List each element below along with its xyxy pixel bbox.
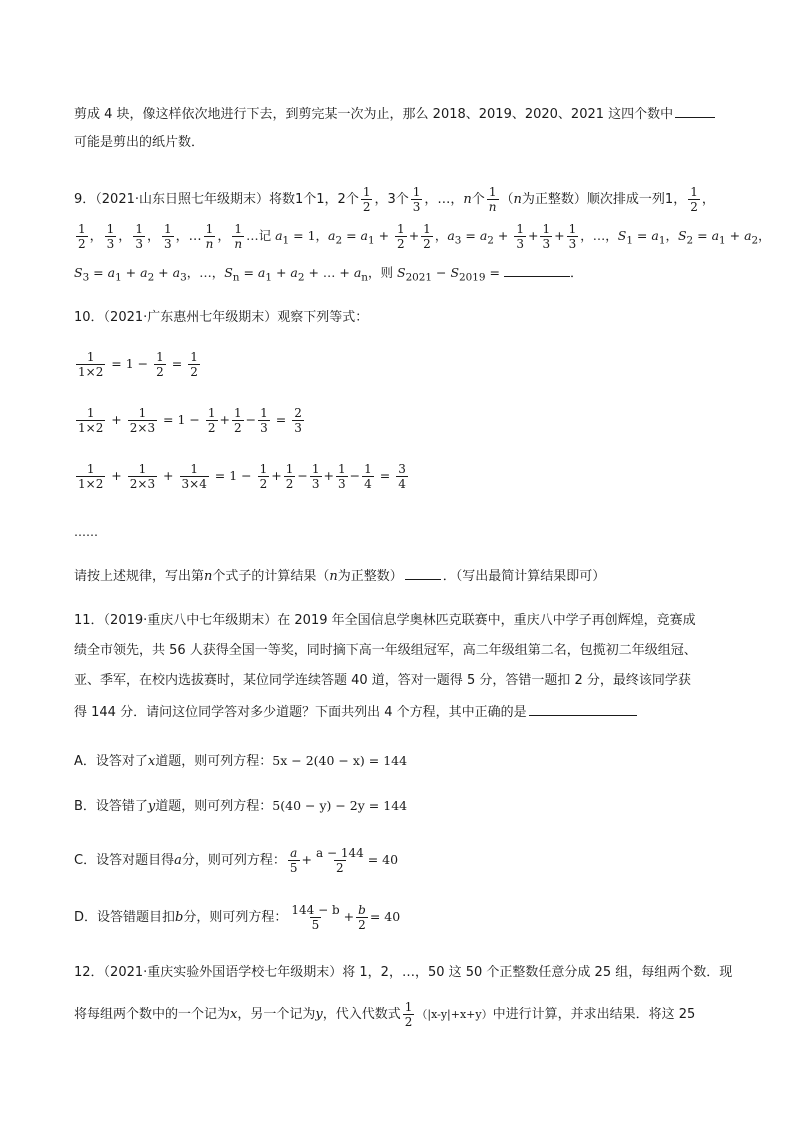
fraction-third: $\frac{1}{3}$ — [260, 406, 268, 435]
q9-source: （2021·山东日照七年级期末） — [95, 192, 269, 207]
fraction-three-quarters: $\frac{3}{4}$ — [398, 462, 406, 491]
q9-text: ，3个 — [374, 192, 409, 207]
q9-text: 将数1个1，2个 — [269, 192, 359, 207]
var-x: x — [230, 1007, 238, 1022]
fraction-third: $\frac{1}{3}$ — [542, 222, 551, 251]
q9-text: （ — [500, 192, 514, 207]
var-y: y — [315, 1007, 323, 1022]
q12-text: 将 1，2，…，50 这 50 个正整数任意分成 25 组，每组两个数．现 — [342, 965, 733, 980]
q9-text: ． — [569, 266, 583, 281]
fraction-half: $\frac{1}{2}$ — [690, 185, 698, 214]
option-c-text: 分，则可列方程： — [181, 853, 286, 868]
q9-line-2: $\frac{1}{2}$ ， $\frac{1}{3}$ ， $\frac{1}{3}$ ， $\frac{1}{3}$ ，… $\frac{1}{n}$ ， $\frac{1}{n}$ …记 $a_1 = 1$，$a_2 = a_1$ + $\frac{1}{2}$ + $\frac{1}{2}$ ，$a_3 = a_2$ + $\frac{1}{3}$ + $\frac{1}{3}$ + $\frac{1}{3}$ ，…，$S_1 = a_1$，$S_2 = a_1 + a_2$， — [78, 222, 771, 251]
var-n: n — [329, 569, 338, 584]
option-a-equation: 5x − 2(40 − x) = 144 — [272, 753, 408, 768]
fraction-1-over-2x3: $\frac{1}{2\times 3}$ — [129, 406, 156, 435]
option-d-text: D．设答错题目扣 — [74, 910, 176, 925]
q11-option-a — [74, 751, 407, 772]
q9-sum-defs: $S_3 = a_1 + a_2 + a_3$，…，$S_n = a_1 + a_2$ + … + $a_n$，则 $S_{2021} - S_{2019}$ = — [74, 265, 500, 284]
fraction-third: $\frac{1}{3}$ — [311, 462, 320, 491]
option-d-fraction-1: $\frac{144 - b}{5}$ — [291, 903, 340, 932]
q12-text: 将每组两个数中的一个记为 — [74, 1007, 231, 1022]
fraction-half: $\frac{1}{2}$ — [207, 406, 216, 435]
fraction-1-over-3x4: $\frac{1}{3\times 4}$ — [181, 462, 207, 491]
fraction-1-over-1x2: $\frac{1}{1\times 2}$ — [78, 350, 104, 379]
q11-option-d: D．设答错题目扣b分，则可列方程： $\frac{144 - b}{5}$ + $\frac{b}{2}$ = 40 — [74, 903, 401, 932]
option-c-text: C．设答对题目得 — [74, 853, 175, 868]
fraction-half: $\frac{1}{2}$ — [156, 350, 164, 379]
q12-number: 12． — [74, 965, 104, 980]
q10-equation-3: $\frac{1}{1\times 2}$ + $\frac{1}{2\times 3}$ + $\frac{1}{3\times 4}$ = 1 − $\frac{1}{2}$ + $\frac{1}{2}$ − $\frac{1}{3}$ + $\frac{1}{3}$ − $\frac{1}{4}$ = $\frac{3}{4}$ — [78, 462, 406, 491]
fraction-half: $\frac{1}{2}$ — [397, 222, 405, 251]
q11-text: 绩全市领先，共 56 人获得全国一等奖，同时摘下高一年级组冠军，高二年级组第二名，包揽初二年级组冠、 — [74, 643, 697, 658]
q11-number: 11． — [74, 613, 104, 628]
q12-source: （2021·重庆实验外国语学校七年级期末） — [103, 965, 343, 980]
q10-source: （2021·广东惠州七年级期末） — [103, 310, 278, 325]
q12-line-1 — [74, 963, 732, 983]
q8-answer-blank[interactable] — [675, 103, 715, 118]
fraction-third: $\frac{1}{3}$ — [516, 222, 524, 251]
option-b-text: 道题，则可列方程： — [155, 799, 273, 814]
option-b-equation: 5(40 − y) − 2y = 144 — [272, 798, 408, 813]
fraction-third: $\frac{1}{3}$ — [412, 185, 421, 214]
fraction-half: $\frac{1}{2}$ — [190, 350, 198, 379]
fraction-1-over-1x2: $\frac{1}{1\times 2}$ — [78, 406, 104, 435]
fraction-quarter: $\frac{1}{4}$ — [364, 462, 372, 491]
q11-source: （2019·重庆八中七年级期末） — [103, 613, 278, 628]
var-a: a — [174, 853, 182, 868]
ellipsis-text: …… — [74, 525, 98, 539]
var-n: n — [513, 192, 522, 207]
q12-text: 中进行计算，并求出结果．将这 25 — [492, 1007, 696, 1022]
option-d-text: 分，则可列方程： — [183, 910, 288, 925]
fraction-two-thirds: $\frac{2}{3}$ — [294, 406, 302, 435]
q12-expression: （|x-y|+x+y） — [416, 1008, 493, 1021]
fraction-third: $\frac{1}{3}$ — [106, 222, 115, 251]
fraction-half: $\frac{1}{2}$ — [404, 1000, 413, 1029]
q9-text: 为正整数）顺次排成一列1， — [521, 192, 687, 207]
q10-ellipsis — [74, 522, 98, 542]
option-d-rhs: = 40 — [369, 909, 401, 924]
q9-number: 9． — [74, 192, 96, 207]
q9-text: 个 — [471, 192, 485, 207]
q10-ask-text: 请按上述规律，写出第 — [74, 569, 205, 584]
q11-text: 亚、季军，在校内选拔赛时，某位同学连续答题 40 道，答对一题得 5 分，答错一题扣 2 分，最终该同学获 — [74, 673, 691, 688]
fraction-half: $\frac{1}{2}$ — [78, 222, 86, 251]
q8-line-1 — [74, 103, 715, 125]
q11-line-3 — [74, 671, 691, 691]
q10-equation-2: $\frac{1}{1\times 2}$ + $\frac{1}{2\times 3}$ = 1 − $\frac{1}{2}$ + $\frac{1}{2}$ − $\frac{1}{3}$ = $\frac{2}{3}$ — [78, 406, 302, 435]
option-c-rhs: = 40 — [367, 852, 399, 867]
q10-prompt: 观察下列等式： — [277, 310, 369, 325]
fraction-half: $\frac{1}{2}$ — [259, 462, 268, 491]
q11-line-1 — [74, 611, 696, 631]
fraction-third: $\frac{1}{3}$ — [135, 222, 143, 251]
q11-answer-blank[interactable] — [529, 701, 637, 716]
q11-text: 在 2019 年全国信息学奥林匹克联赛中，重庆八中学子再创辉煌，竞赛成 — [277, 613, 696, 628]
q11-text: 得 144 分．请问这位同学答对多少道题？下面共列出 4 个方程，其中正确的是 — [74, 705, 527, 720]
q9-text: ，…， — [424, 192, 464, 207]
q11-line-4 — [74, 701, 637, 723]
q12-text: ，另一个记为 — [237, 1007, 316, 1022]
q10-equation-1: $\frac{1}{1\times 2}$ = 1 − $\frac{1}{2}$ = $\frac{1}{2}$ — [78, 350, 198, 379]
q9-line-1 — [74, 185, 715, 214]
option-b-text: B．设答错了 — [74, 799, 148, 814]
fraction-1-over-n: $\frac{1}{n}$ — [234, 222, 243, 251]
q9-answer-blank[interactable] — [504, 262, 570, 277]
q8-text-2: 可能是剪出的纸片数． — [74, 135, 205, 150]
q10-ask-text: ．（写出最简计算结果即可） — [442, 569, 606, 584]
var-n: n — [463, 192, 472, 207]
q11-line-2 — [74, 641, 697, 661]
q11-option-c: C．设答对题目得a分，则可列方程： $\frac{a}{5}$ + $\frac{a - 144}{2}$ = 40 — [74, 846, 399, 875]
q10-line-1 — [74, 308, 368, 328]
fraction-half: $\frac{1}{2}$ — [285, 462, 294, 491]
fraction-third: $\frac{1}{3}$ — [338, 462, 346, 491]
fraction-third: $\frac{1}{3}$ — [163, 222, 172, 251]
q9-sequence-defs: …记 $a_1 = 1$，$a_2 = a_1$ + — [246, 228, 394, 247]
q10-ask — [74, 565, 605, 587]
var-n: n — [204, 569, 213, 584]
fraction-1-over-n: $\frac{1}{n}$ — [488, 185, 497, 214]
q8-text: 剪成 4 块，像这样依次地进行下去，到剪完某一次为止，那么 2018、2019、2020、2021 这四个数中 — [74, 107, 674, 122]
fraction-third: $\frac{1}{3}$ — [568, 222, 577, 251]
option-a-text: 道题，则可列方程： — [155, 754, 273, 769]
q10-ask-text: 为正整数） — [337, 569, 403, 584]
q10-ask-text: 个式子的计算结果（ — [212, 569, 330, 584]
fraction-half: $\frac{1}{2}$ — [362, 185, 371, 214]
option-c-fraction-2: $\frac{a - 144}{2}$ — [315, 846, 364, 875]
q10-answer-blank[interactable] — [405, 565, 441, 580]
fraction-1-over-1x2: $\frac{1}{1\times 2}$ — [78, 462, 104, 491]
q8-line-2 — [74, 133, 204, 153]
q10-number: 10． — [74, 310, 104, 325]
fraction-1-over-n: $\frac{1}{n}$ — [205, 222, 214, 251]
var-x: x — [147, 754, 156, 769]
q9-line-3 — [74, 262, 583, 288]
q12-line-2 — [74, 1000, 695, 1029]
option-c-fraction-1: $\frac{a}{5}$ — [289, 846, 298, 875]
fraction-1-over-2x3: $\frac{1}{2\times 3}$ — [129, 462, 156, 491]
q11-option-b — [74, 796, 407, 817]
q12-text: ，代入代数式 — [322, 1007, 401, 1022]
fraction-half: $\frac{1}{2}$ — [234, 406, 242, 435]
var-b: b — [175, 910, 184, 925]
q9-text: ， — [701, 192, 715, 207]
option-d-fraction-2: $\frac{b}{2}$ — [358, 903, 366, 932]
option-a-text: A．设答对了 — [74, 754, 148, 769]
var-y: y — [147, 799, 156, 814]
fraction-half: $\frac{1}{2}$ — [423, 222, 431, 251]
